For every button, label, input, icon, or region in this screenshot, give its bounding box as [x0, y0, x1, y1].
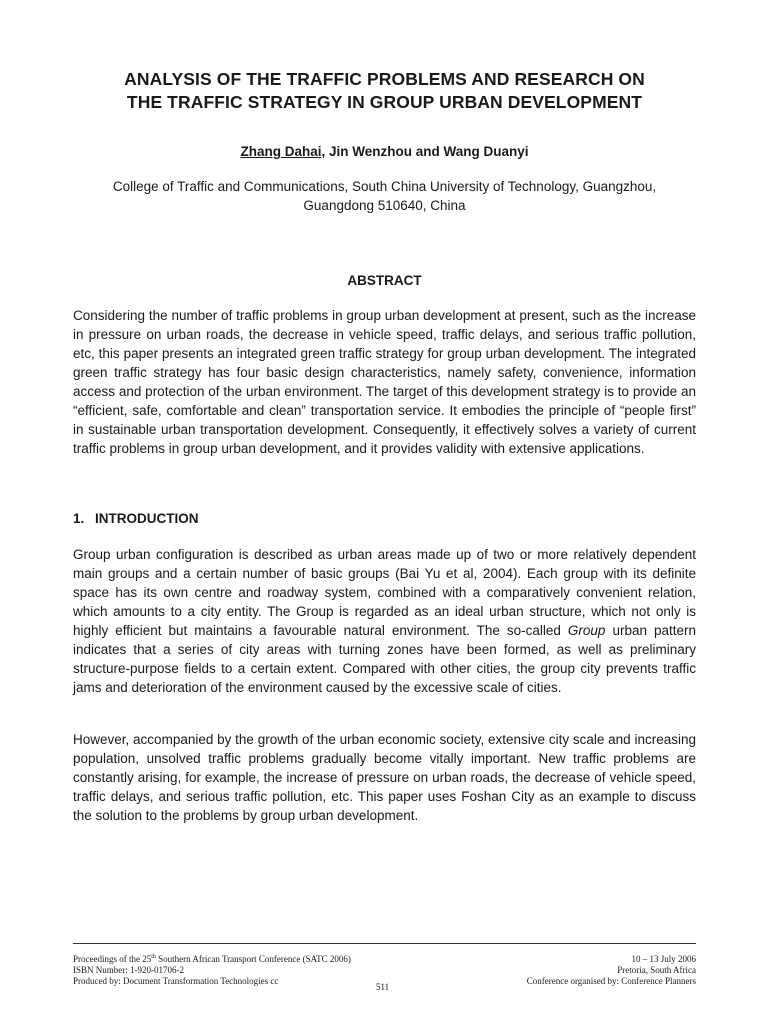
- footer-isbn: ISBN Number: 1-920-01706-2: [73, 965, 184, 975]
- abstract-text: Considering the number of traffic problems in group urban development at present, such as the increase in pressure on urban roads, the decrease in vehicle speed, traffic delays, and serious traffic pollution, etc, this paper presents an integrated green traffic strategy for group urban development. The integrated green traffic strategy has four basic design characteristics, namely safety, convenience, information access and protection of the urban environment. The target of this development strategy is to provide an “efficient, safe, comfortable and clean” transportation service. It embodies the principle of “people first” in sustainable urban transportation development. Consequently, it effectively solves a variety of current traffic problems in group urban development, and it provides validity with extensive applications.: [73, 308, 696, 456]
- abstract-heading: ABSTRACT: [347, 273, 422, 288]
- introduction-paragraph-1: [73, 545, 696, 697]
- section-title: INTRODUCTION: [95, 511, 199, 526]
- affiliation: [73, 177, 696, 215]
- affiliation-line-1: College of Traffic and Communications, South China University of Technology, Guangzhou,: [112, 179, 657, 194]
- section-heading-introduction: [73, 511, 199, 526]
- footer-divider: [73, 943, 696, 944]
- footer-organiser: Conference organised by: Conference Planners: [526, 976, 696, 986]
- footer-producer: Produced by: Document Transformation Technologies cc: [73, 976, 279, 986]
- paper-title: [73, 68, 696, 114]
- footer-dates: 10 – 13 July 2006: [631, 954, 696, 964]
- page-number: 511: [376, 982, 390, 992]
- intro-p1-part-b: urban pattern indicates that a series of city areas with turning zones have been formed, as well as preliminary structure-purpose fields to a certain extent. Compared with other cities, the group city prevents traffic jams and deterioration of the environment caused by the excessive scale of cities.: [73, 623, 696, 695]
- intro-p1-part-a: Group urban configuration is described as urban areas made up of two or more relatively dependent main groups and a certain number of basic groups (Bai Yu et al, 2004). Each group with its definite space has its own centre and roadway system, combined with a comparatively convenient relation, which amounts to a city entity. The Group is regarded as an ideal urban structure, which not only is highly efficient but maintains a favourable natural environment. The so-called: [73, 547, 696, 638]
- author-list: [73, 144, 696, 159]
- co-authors: Jin Wenzhou and Wang Duanyi: [325, 144, 529, 159]
- section-number: 1.: [73, 511, 85, 526]
- footer-ordinal-suffix: th: [151, 954, 156, 960]
- title-line-1: ANALYSIS OF THE TRAFFIC PROBLEMS AND RESEARCH ON: [124, 69, 645, 89]
- footer-location: Pretoria, South Africa: [617, 965, 696, 975]
- affiliation-line-2: Guangdong 510640, China: [303, 198, 466, 213]
- intro-p1-emphasis: Group: [567, 623, 606, 638]
- introduction-paragraph-2: However, accompanied by the growth of the urban economic society, extensive city scale and increasing population, unsolved traffic problems gradually become vitally important. New traffic problems are constantly arising, for example, the increase of pressure on urban roads, the decrease of vehicle speed, traffic delays, and serious traffic pollution, etc. This paper uses Foshan City as an example to discuss the solution to the problems by group urban development.: [73, 732, 696, 823]
- footer-right: [527, 954, 696, 987]
- title-line-2: THE TRAFFIC STRATEGY IN GROUP URBAN DEVELOPMENT: [126, 92, 643, 112]
- lead-author: Zhang Dahai,: [240, 144, 326, 159]
- footer-left: [73, 954, 351, 987]
- footer-proceedings: Proceedings of the 25th Southern African Transport Conference (SATC 2006): [73, 954, 351, 964]
- paper-page: [73, 0, 696, 1024]
